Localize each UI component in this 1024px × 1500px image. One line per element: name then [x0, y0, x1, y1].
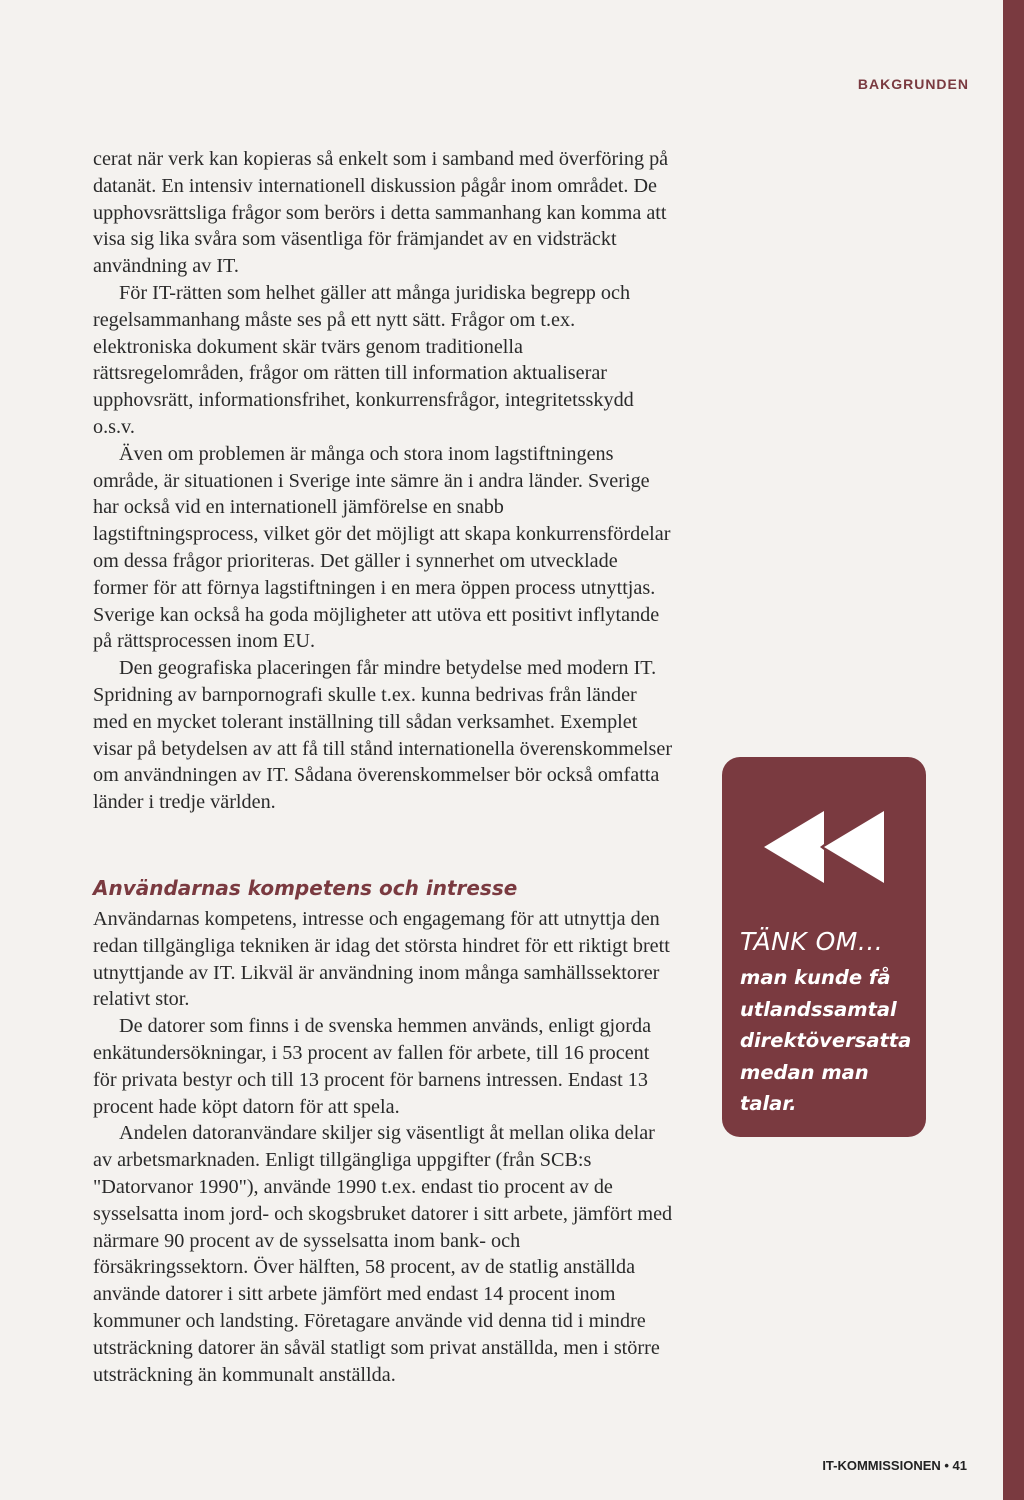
paragraph: Andelen datoranvändare skiljer sig väsentligt åt mellan olika delar av arbetsmarknaden. Enligt tillgängliga uppgifter (från SCB:s "Datorvanor 1990"), använde 1990 t.ex. endast tio procent av de sysselsatta inom jord- och skogsbruket datorer i sitt arbete, jämfört med närmare 90 procent av de sysselsatta inom bank- och försäkringssektorn. Över hälften, 58 procent, av de statlig anställda använde datorer i sitt arbete jämfört med endast 14 procent inom kommuner och landsting. Företagare använde vid denna tid i mindre utsträckning datorer än såväl statligt som privat anställda, men i större utsträckning än kommunalt anställda. — [93, 1122, 673, 1386]
rewind-icon — [760, 807, 890, 887]
paragraph: cerat när verk kan kopieras så enkelt som i samband med överföring på datanät. En intensiv internationell diskussion pågår inom området. De upphovsrättsliga frågor som berörs i detta sammanhang kan komma att visa sig lika svåra som väsentliga för främjandet av en vidsträckt användning av IT. — [93, 148, 669, 278]
paragraph: De datorer som finns i de svenska hemmen används, enligt gjorda enkätundersökningar, i 53 procent av fallen för arbete, till 16 procent för privata bestyr och till 13 procent för barnens intressen. Endast 13 procent hade köpt datorn för att spela. — [93, 1015, 652, 1118]
body-text-block-2 — [93, 906, 673, 1388]
think-callout-box — [722, 757, 926, 1137]
page-footer: IT-KOMMISSIONEN • 41 — [822, 1458, 967, 1473]
body-text-block-1 — [93, 146, 673, 816]
paragraph: Den geografiska placeringen får mindre betydelse med modern IT. Spridning av barnpornografi skulle t.ex. kunna bedrivas från länder med en mycket tolerant inställning till sådan verksamhet. Exemplet visar på betydelsen av att få till stånd internationella överenskommelser om användningen av IT. Sådana överenskommelser bör också omfatta länder i tredje världen. — [93, 657, 673, 814]
paragraph: Användarnas kompetens, intresse och engagemang för att utnyttja den redan tillgängliga tekniken är idag det största hindret för ett riktigt brett utnyttjande av IT. Likväl är användning inom många samhällssektorer relativt stor. — [93, 908, 670, 1011]
section-heading: Användarnas kompetens och intresse — [93, 876, 518, 900]
paragraph: För IT-rätten som helhet gäller att många juridiska begrepp och regelsammanhang måste ses på ett nytt sätt. Frågor om t.ex. elektroniska dokument skär tvärs genom traditionella rättsregelområden, frågor om rätten till information aktualiserar upphovsrätt, informationsfrihet, konkurrensfrågor, integritetsskydd o.s.v. — [93, 281, 634, 438]
callout-title: TÄNK OM... — [740, 927, 884, 956]
section-label: BAKGRUNDEN — [857, 76, 969, 92]
paragraph: Även om problemen är många och stora inom lagstiftningens område, är situationen i Sverige inte sämre än i andra länder. Sverige har också vid en internationell jämförelse en snabb lagstiftningsprocess, vilket gör det möjligt att skapa konkurrensfördelar om dessa frågor prioriteras. Det gäller i synnerhet om utvecklade former för att förnya lagstiftningen i en mera öppen process utnyttjas. Sverige kan också ha goda möjligheter att utöva ett positivt inflytande på rättsprocessen inom EU. — [93, 442, 671, 653]
page-edge-bar — [1003, 0, 1024, 1500]
callout-text: man kunde få utlandssamtal direktöversatta medan man talar. — [740, 966, 912, 1115]
